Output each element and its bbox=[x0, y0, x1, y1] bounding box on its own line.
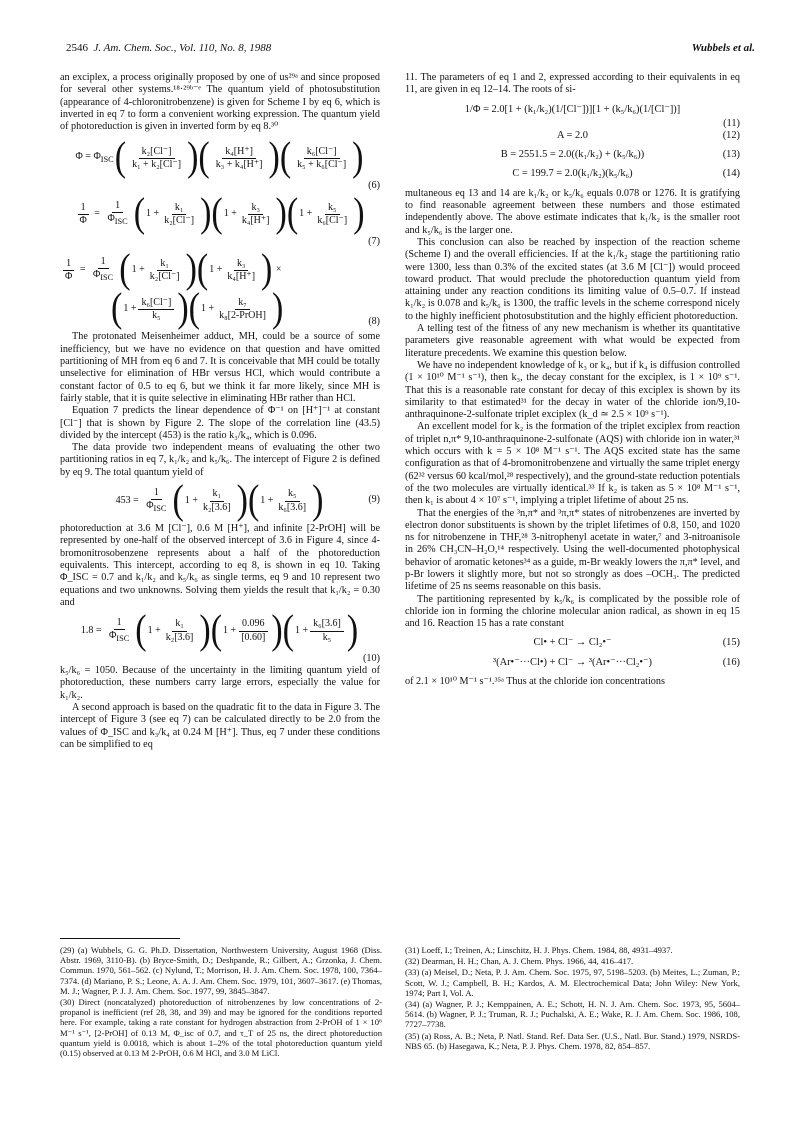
equation-12: A = 2.0 (12) bbox=[557, 129, 740, 141]
equation-14: C = 199.7 = 2.0(k₁/k₂)(k₅/k₆) (14) bbox=[512, 168, 740, 180]
equation-number: (6) bbox=[368, 180, 380, 192]
paragraph: A telling test of the fitness of any new mechanism is whether its quantitative parameters give reasonable agreement with what would be expected from literature precedents. We examine this question below. bbox=[405, 323, 740, 359]
footnote: (32) Dearman, H. H.; Chan, A. J. Chem. Phys. 1966, 44, 416–417. bbox=[405, 956, 634, 967]
paragraph: We have no independent knowledge of k₃ or k₄, but if k₄ is diffusion controlled (1 × 10¹⁰ M⁻¹ s⁻¹), then k₃, the decay constant for the exciplex, is 1 × 10⁹ s⁻¹. That this is a reasonable rate constant for decay of this exciplex is shown by its similarity to that estimated³¹ for the decay in water of the chloride ion/9,10-anthraquinone-2-sulfonate triplet exciplex (k_d ≃ 2.5 × 10⁹ s⁻¹). bbox=[405, 359, 740, 421]
paragraph: k₅/k₆ = 1050. Because of the uncertainty in the limiting quantum yield of photoreduction, these numbers carry large errors, especially the value for k₁/k₂. bbox=[60, 665, 380, 701]
page-header bbox=[66, 42, 755, 60]
paragraph: photoreduction at 3.6 M [Cl⁻], 0.6 M [H⁺], and infinite [2-PrOH] will be represented by one-half of the observed intercept of 3.6 in Figure 4, since 4-bromonitrosobenzene represents about a half of the photoreduction equivalents. This intercept, according to eq 8, is shown in eq 10. Taking Φ_ISC = 0.7 and k₁/k₂ and k₅/k₆ as single terms, eq 9 and 10 represent two equations and two unknowns. Solving them yields the result that k₁/k₂ = 0.30 and bbox=[60, 523, 380, 608]
equation-number: (8) bbox=[368, 316, 380, 328]
equation-10: 1.8 = $\frac{1}{\Phi_{ISC}}$ ( 1 + $\frac{\text{k₁}}{\text{k₂[3.6]}}$ )( 1 + $\frac{0.096}{[0.60]}$ )( 1 + $\frac{\text{k₆[3.6]}}{\text{k₅}}$ ) bbox=[80, 608, 359, 653]
equation-9: 453 = $\frac{1}{\Phi_{ISC}}$ ( 1 + $\frac{\text{k₁}}{\text{k₂[3.6]}}$ )( 1 + $\frac{\text{k₅}}{\text{k₆[3.6]}}$ ) (9) bbox=[115, 478, 380, 523]
equation-number: (11) bbox=[723, 117, 740, 129]
footnote: (33) (a) Meisel, D.; Neta, P. J. Am. Chem. Soc. 1975, 97, 5198–5203. (b) Meites, L.; Zuman, P.; Scott, W. J.; Campbell, B. H.; Kardos, A. M. Electrochemical Data; John Wiley: New York, 1974; Part I, Vol. A. bbox=[405, 967, 740, 998]
fraction: $\frac{\text{k₄[H⁺]}}{\text{k₃ + k₄[H⁺]}}$ bbox=[215, 145, 263, 170]
left-column bbox=[60, 72, 380, 751]
equation-number: (16) bbox=[722, 656, 740, 668]
paragraph: A second approach is based on the quadratic fit to the data in Figure 3. The intercept of Figure 3 (see eq 7) can be calculated directly to be 2.0 from the values of Φ_ISC and k₃/k₄ at 0.24 M [H⁺]. Thus, eq 7 under these conditions can be simplified to eq bbox=[60, 702, 380, 750]
equation-number: (10) bbox=[363, 653, 380, 665]
equation-8-cont: ( 1 + $\frac{\text{k₆[Cl⁻]}}{\text{k₅}}$ )( 1 + $\frac{\text{k₇}}{\text{k₈[2-PrOH]}}$ ) (8) bbox=[111, 286, 380, 332]
equation-15: Cl• + Cl⁻ → Cl₂•⁻ (15) bbox=[533, 637, 740, 649]
equation-number: (14) bbox=[722, 168, 740, 180]
paragraph: Equation 7 predicts the linear dependence of Φ⁻¹ on [H⁺]⁻¹ at constant [Cl⁻] that is shown by Figure 2. The slope of the correlation line (43.5) divided by the intercept (453) is the ratio k₃/k₄, which is 0.096. bbox=[60, 405, 380, 441]
footnote: (35) (a) Ross, A. B.; Neta, P. Natl. Stand. Ref. Data Ser. (U.S., Natl. Bur. Stand.) 1979, NSRDS-NBS 65. (b) Hasegawa, K.; Neta, P. J. Phys. Chem. 1978, 82, 854–857. bbox=[405, 1030, 740, 1051]
equation-number: (13) bbox=[722, 149, 740, 161]
footnotes-left bbox=[60, 938, 382, 1059]
equation-7: $\frac{1}{\Phi}$ = $\frac{1}{\Phi_{ISC}}$ ( 1 + $\frac{\text{k₁}}{\text{k₂[Cl⁻]}}$ )( 1 + $\frac{\text{k₃}}{\text{k₄[H⁺]}}$ )( 1 + $\frac{\text{k₅}}{\text{k₆[Cl⁻]}}$ ) bbox=[79, 191, 365, 237]
right-column bbox=[405, 72, 740, 688]
footnote: (30) Direct (noncatalyzed) photoreduction of nitrobenzenes by low concentrations of 2-propanol is inefficient (ref 28, 38, and 39) and may be ignored for the conditions reported here. For example, taking a rate constant for hydrogen abstraction from 2-PrOH of 1 × 10⁶ M⁻¹ s⁻¹, [2-PrOH] of 0.13 M, Φ_isc of 0.7, and τ_T of 25 ns, the direct photoreduction quantum yield is 0.0018, which is about 1–2% of the total photoreduction quantum yield (0.15) observed at 0.13 M 2-PrOH, 0.6 M HCl, and 3.0 M LiCl. bbox=[60, 997, 382, 1059]
equation-13: B = 2551.5 = 2.0((k₁/k₂) + (k₅/k₆)) (13) bbox=[500, 149, 740, 161]
paragraph: multaneous eq 13 and 14 are k₁/k₂ or k₅/k₆ equals 0.078 or 1276. It is gratifying to find reasonable agreement between these numbers and those estimated independently above. The above estimate indicates that k₁/k₂ is the smaller root and k₅/k₆ is the larger one. bbox=[405, 187, 740, 236]
paragraph: An excellent model for k₂ is the formation of the triplet exciplex from reaction of triplet n,π* 9,10-anthraquinone-2-sulfonate (AQS) with chloride ion in water,³¹ which occurs with k = 5 × 10⁸ M⁻¹ s⁻¹. The AQS excited state has the same configuration as that of 4-bromonitrobenzene and virtually the same triplet energy (62³² versus 60 kcal/mol,²⁸ respectively), and the ground-state reduction potentials of the two molecules are virtually identical.³³ If k₂ is taken as 5 × 10⁸ M⁻¹ s⁻¹, then k₁ is about 4 × 10⁷ s⁻¹, implying a triplet lifetime of about 25 ns. bbox=[405, 421, 740, 507]
footnote: (29) (a) Wubbels, G. G. Ph.D. Dissertation, Northwestern University, August 1968 (Diss. Abstr. 1969, 3110-B). (b) Bryce-Smith, D.; Deshpande, R.; Gilbert, A.; Grzonka, J. Chem. Commun. 1970, 561–562. (c) Nylund, T.; Morrison, H. J. Am. Chem. Soc. 1978, 100, 7364–7374. (d) Mariano, P. S.; Leone, A. A. J. Am. Chem. Soc. 1979, 101, 3607–3617. (e) Thomas, M. J.; Wagner, P. J. J. Am. Chem. Soc. 1977, 99, 3845–3847. bbox=[60, 945, 382, 996]
running-authors: Wubbels et al. bbox=[691, 42, 755, 54]
equation-8: $\frac{1}{\Phi}$ = $\frac{1}{\Phi_{ISC}}$ ( 1 + $\frac{\text{k₁}}{\text{k₂[Cl⁻]}}$ )( 1 + $\frac{\text{k₃}}{\text{k₄[H⁺]}}$ ) × bbox=[65, 247, 282, 293]
paragraph: That the energies of the ³n,π* and ³π,π* states of nitrobenzenes are inverted by electron donor substituents is shown by the triplet lifetimes of 0.8, 150, and 1020 ns for nitrobenzene in THF,²⁸ 3-nitrophenyl acetate in water,⁷ and 3-nitroanisole in 26% CH₃CN–H₂O,¹⁴ respectively. Using the well-documented photophysical behavior of aromatic ketones³⁴ as a guide, m-Br weakly lowers the π,π* level, and p-Br lowers it slightly more, but not so strongly as does –OCH₃. The predicted lifetime of 25 ns seems reasonable on this basis. bbox=[405, 507, 740, 593]
equation-6: $\Phi = \Phi_{ISC}$ ( $\frac{\text{k₂[Cl⁻]}}{\text{k₁ + k₂[Cl⁻]}}$ )( $\frac{\text{k₄[H⁺]}}{\text{k₃ + k₄[H⁺]}}$ )( $\frac{\text{k₆[Cl⁻]}}{\text{k₅ + k₆[Cl⁻]}}$ ) bbox=[75, 135, 364, 181]
paragraph: 11. The parameters of eq 1 and 2, expressed according to their equivalents in eq 11, are given in eq 12–14. The roots of si- bbox=[405, 72, 740, 96]
journal-citation: J. Am. Chem. Soc., Vol. 110, No. 8, 1988 bbox=[93, 42, 272, 54]
equation-number: (7) bbox=[368, 236, 380, 248]
fraction: $\frac{\text{k₆[Cl⁻]}}{\text{k₅ + k₆[Cl⁻]}}$ bbox=[297, 145, 347, 170]
footnote: (34) (a) Wagner, P. J.; Kemppainen, A. E.; Schott, H. N. J. Am. Chem. Soc. 1973, 95, 5604–5614. (b) Wagner, P. J.; Truman, R. J.; Puchalski, A. E.; Wake, R. J. Am. Chem. Soc. 1986, 108, 7727–7738. bbox=[405, 999, 740, 1030]
equation-number: (9) bbox=[368, 493, 380, 505]
paragraph: The partitioning represented by k₅/k₆ is complicated by the possible role of chloride ion in forming the chlorine molecular anion radical, as shown in eq 15 and 16. Reaction 15 has a rate constant bbox=[405, 593, 740, 630]
footnote: (31) Loeff, I.; Treinen, A.; Linschitz, H. J. Phys. Chem. 1984, 88, 4931–4937. bbox=[405, 945, 673, 955]
fraction: $\frac{\text{k₂[Cl⁻]}}{\text{k₁ + k₂[Cl⁻]}}$ bbox=[132, 145, 182, 170]
page-number: 2546 bbox=[66, 42, 88, 54]
paragraph: This conclusion can also be reached by inspection of the reaction scheme (Scheme I) and the overall efficiencies. If at the k₁/k₂ stage the partitioning ratio were 1300, less than 0.3% of the excited states (at 3.6 M [Cl⁻]) would proceed toward product. That would preclude the photoreduction quantum yield from attaining under any reaction conditions its limiting value of 0.5–0.7. If instead k₁/k₂ is 0.078 and k₅/k₆ is 1300, the traffic levels in the scheme correspond nicely to the highly inefficient photosubstitution and the highly efficient photoreduction. bbox=[405, 236, 740, 322]
footnote-rule bbox=[60, 938, 180, 939]
footnotes-right bbox=[405, 938, 740, 1052]
paragraph: The data provide two independent means of evaluating the other two partitioning ratios in eq 7, k₁/k₂ and k₅/k₆. The intercept of Figure 2 is defined by eq 9. The total quantum yield of bbox=[60, 442, 380, 478]
paragraph: The protonated Meisenheimer adduct, MH, could be a source of some inefficiency, but we have no evidence on that question and have omitted partitioning of MH from eq 6 and 7. It is conceivable that MH could be totally unselective for elimination of HBr versus HCl, which would contribute a constant factor of 0.5 to eq 6, but we think it far more likely, since MH is fairly stable, that it is quite selective in eliminating HBr rather than HCl. bbox=[60, 331, 380, 404]
equation-number: (15) bbox=[722, 637, 740, 649]
equation-number: (12) bbox=[722, 129, 740, 141]
equation-11: 1/Φ = 2.0[1 + (k₁/k₂)(1/[Cl⁻])][1 + (k₅/k₆)(1/[Cl⁻])] (11) bbox=[464, 103, 740, 129]
paragraph: of 2.1 × 10¹⁰ M⁻¹ s⁻¹.³⁵ᵃ Thus at the chloride ion concentrations bbox=[405, 676, 665, 688]
equation-16: ³(Ar•⁻···Cl•) + Cl⁻ → ³(Ar•⁻···Cl₂•⁻) (16) bbox=[493, 656, 740, 668]
paragraph: an exciplex, a process originally proposed by one of us²⁹ᵃ and since proposed for several other systems.¹⁸·²⁹ᵇ⁻ᵉ The quantum yield of photosubstitution (appearance of 4-chloronitrobenzene) is given for Scheme I by eq 6, which is inverted in eq 7 to form a convenient working expression. The quantum yield of photoreduction is given in inverted form by eq 8.³⁰ bbox=[60, 72, 380, 133]
